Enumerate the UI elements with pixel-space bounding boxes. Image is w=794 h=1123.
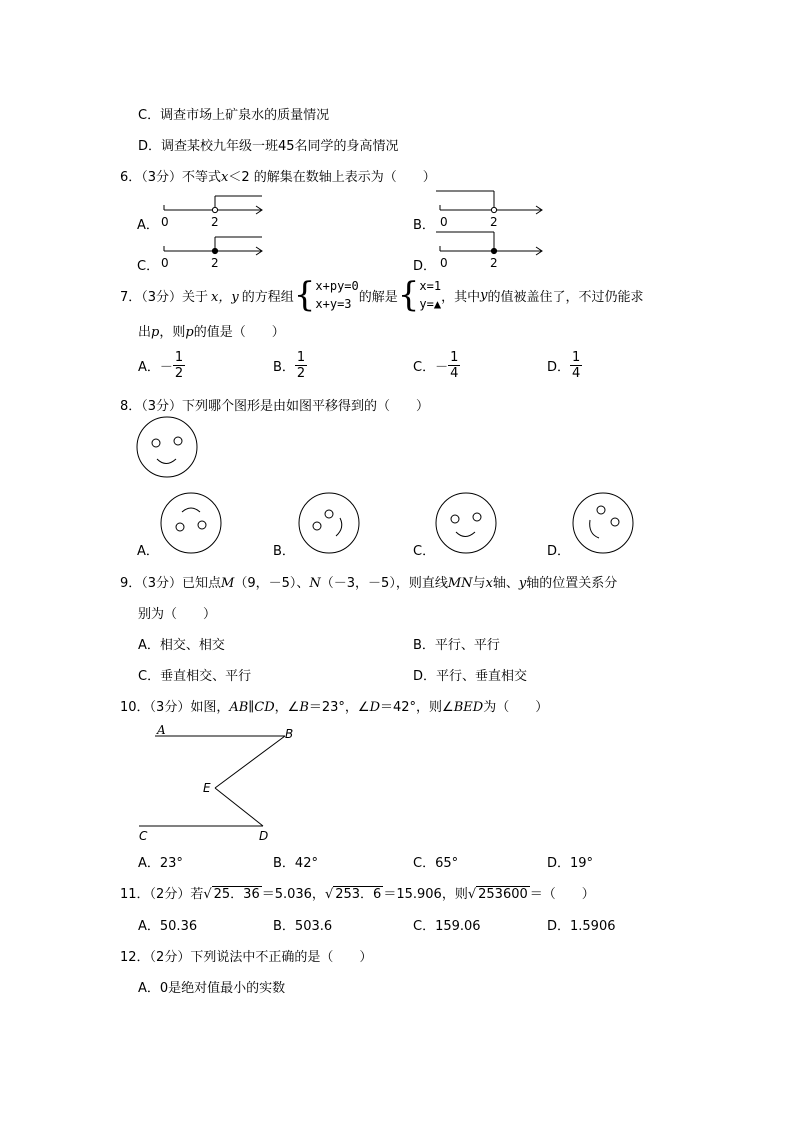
q7-option-d: D． $\frac{1}{4}$ (547, 350, 581, 381)
q12-option-a: A．0是绝对值最小的实数 (138, 981, 286, 996)
q6-numberline-b (434, 188, 549, 230)
q9-option-d: D．平行、垂直相交 (413, 669, 528, 684)
q6-a-two: 2 (211, 215, 219, 229)
q8-option-d-label: D． (547, 544, 571, 559)
q10-diagram (135, 720, 295, 845)
q6-a-zero: 0 (161, 215, 169, 229)
q6-numberline-d (434, 229, 549, 271)
q6-option-b-label: B． (413, 218, 435, 233)
q8-reference-face (136, 416, 200, 480)
q9-option-b: B．平行、平行 (413, 638, 500, 653)
q6-b-zero: 0 (440, 215, 448, 229)
q8-option-b-face (298, 492, 362, 556)
q6-b-two: 2 (490, 215, 498, 229)
q11-stem: 11．（2分）若√ 25．36 ＝5.036，√ 253．6 ＝15.906，则√ 253600 ＝（ ） (120, 883, 595, 902)
q5-option-d: D．调查某校九年级一班45名同学的身高情况 (138, 139, 399, 154)
q9-option-c: C．垂直相交、平行 (138, 669, 252, 684)
q7-brace-right: { (397, 275, 420, 315)
q10-option-c: C．65° (413, 856, 459, 871)
q8-option-b-label: B． (273, 544, 295, 559)
q10-point-c: C (139, 829, 148, 843)
q11-option-c: C．159.06 (413, 919, 481, 934)
q10-point-e: E (203, 781, 211, 795)
q10-stem: 10．（3分）如图，AB∥CD，∠B＝23°，∠D＝42°，则∠BED为（ ） (120, 700, 549, 715)
q8-option-c-face (435, 492, 499, 556)
q7-option-a: A．－ $\frac{1}{2}$ (138, 350, 184, 381)
q11-option-d: D．1.5906 (547, 919, 616, 934)
q6-option-c-label: C． (137, 259, 160, 274)
q10-option-a: A．23° (138, 856, 183, 871)
q6-option-a-label: A． (137, 218, 159, 233)
q10-point-b: B (285, 727, 294, 741)
q7-option-c: C．－ $\frac{1}{4}$ (413, 350, 459, 381)
q11-sqrt-3: √ 253600 (467, 887, 528, 902)
q6-c-zero: 0 (161, 256, 169, 270)
q8-option-d-face (572, 492, 636, 556)
q12-stem: 12．（2分）下列说法中不正确的是（ ） (120, 950, 373, 965)
q7-option-b: B． $\frac{1}{2}$ (273, 350, 306, 381)
q6-d-two: 2 (490, 256, 498, 270)
q7-solution: x=1 y=▲ (419, 279, 442, 311)
q6-option-d-label: D． (413, 259, 437, 274)
q11-sqrt-1: √ 25．36 (203, 887, 260, 902)
q8-option-c-label: C． (413, 544, 436, 559)
q8-stem: 8．（3分）下列哪个图形是由如图平移得到的（ ） (120, 399, 430, 414)
q11-option-a: A．50.36 (138, 919, 198, 934)
q7-brace-left: { (293, 275, 316, 315)
q6-d-zero: 0 (440, 256, 448, 270)
q6-numberline-a (158, 188, 273, 230)
q7-stem-line2: 出p，则p的值是（ ） (138, 325, 285, 340)
q10-point-a: A (157, 723, 166, 737)
q8-option-a-label: A． (137, 544, 159, 559)
q10-point-d: D (259, 829, 269, 843)
q6-stem: 6．（3分）不等式x＜2 的解集在数轴上表示为（ ） (120, 170, 436, 185)
q7-stem: 7．（3分）关于 x，y 的方程组 { x+py=0 x+y=3 的解是 { x=1 y=▲ ，其中 y 的值被盖住了，不过仍能求 (120, 275, 644, 315)
q6-c-two: 2 (211, 256, 219, 270)
q9-stem-line2: 别为（ ） (138, 607, 217, 622)
q9-option-a: A．相交、相交 (138, 638, 225, 653)
q11-option-b: B．503.6 (273, 919, 333, 934)
q8-option-a-face (160, 492, 224, 556)
q7-equation-system: x+py=0 x+y=3 (315, 279, 359, 311)
q11-sqrt-2: √ 253．6 (324, 887, 382, 902)
q5-option-c: C．调查市场上矿泉水的质量情况 (138, 108, 330, 123)
q6-numberline-c (158, 229, 273, 271)
q10-option-b: B．42° (273, 856, 318, 871)
q10-option-d: D．19° (547, 856, 594, 871)
q9-stem: 9．（3分）已知点M（9，－5）、N（－3，－5），则直线MN与x轴、y轴的位置关系分 (120, 576, 618, 591)
